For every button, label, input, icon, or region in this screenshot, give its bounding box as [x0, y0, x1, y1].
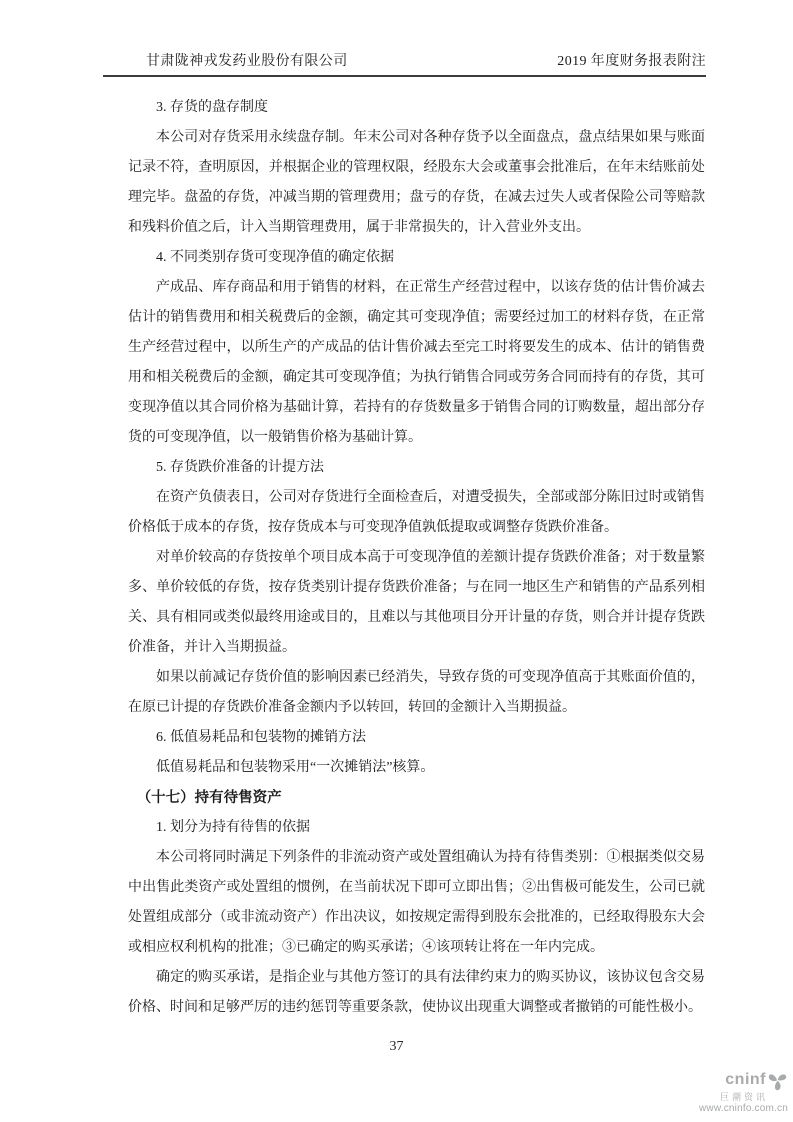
doc-paragraph: 产成品、库存商品和用于销售的材料，在正常生产经营过程中，以该存货的估计售价减去估计的销售费用和相关税费后的金额，确定其可变现净值；需要经过加工的材料存货，在正常生产经营过程中，以所生产的产成品的估计售价减去至完工时将要发生的成本、估计的销售费用和相关税费后的金额，确定其可变现净值；为执行销售合同或劳务合同而持有的存货，其可变现净值以其合同价格为基础计算，若持有的存货数量多于销售合同的订购数量，超出部分存货的可变现净值，以一般销售价格为基础计算。 — [128, 280, 705, 445]
company-name: 甘肃陇神戎发药业股份有限公司 — [146, 54, 348, 69]
document-content — [128, 93, 705, 1023]
doc-section-heading: （十七）持有待售资产 — [136, 790, 282, 806]
doc-heading: 3. 存货的盘存制度 — [156, 100, 268, 115]
page-number: 37 — [389, 1039, 404, 1054]
doc-heading: 4. 不同类别存货可变现净值的确定依据 — [156, 250, 394, 265]
pinwheel-icon — [767, 1070, 788, 1091]
logo-caption: 巨潮资讯 — [719, 1092, 768, 1102]
doc-heading: 5. 存货跌价准备的计提方法 — [156, 460, 324, 475]
doc-paragraph: 本公司将同时满足下列条件的非流动资产或处置组确认为持有待售类别：①根据类似交易中出售此类资产或处置组的惯例，在当前状况下即可立即出售；②出售极可能发生，公司已就处置组成部分（或非流动资产）作出决议，如按规定需得到股东会批准的，已经取得股东大会或相应权利机构的批准；③已确定的购买承诺；④该项转让将在一年内完成。 — [128, 850, 705, 955]
cninfo-wordmark: cninf — [725, 1071, 766, 1089]
page-header — [103, 0, 706, 77]
doc-heading: 6. 低值易耗品和包装物的摊销方法 — [156, 730, 366, 745]
logo-row — [699, 1070, 788, 1091]
doc-paragraph: 本公司对存货采用永续盘存制。年末公司对各种存货予以全面盘点，盘点结果如果与账面记录不符，查明原因，并根据企业的管理权限，经股东大会或董事会批准后，在年末结账前处理完毕。盘盈的存货，冲减当期的管理费用；盘亏的存货，在减去过失人或者保险公司等赔款和残料价值之后，计入当期管理费用，属于非常损失的，计入营业外支出。 — [128, 130, 705, 235]
doc-paragraph: 确定的购买承诺，是指企业与其他方签订的具有法律约束力的购买协议，该协议包含交易价格、时间和足够严厉的违约惩罚等重要条款，使协议出现重大调整或者撤销的可能性极小。 — [128, 970, 705, 1015]
doc-paragraph: 在资产负债表日，公司对存货进行全面检查后，对遭受损失，全部或部分陈旧过时或销售价格低于成本的存货，按存货成本与可变现净值孰低提取或调整存货跌价准备。 — [128, 490, 705, 535]
doc-heading: 1. 划分为持有待售的依据 — [156, 820, 310, 835]
logo-url: www.cninfo.com.cn — [699, 1103, 788, 1115]
report-title: 2019 年度财务报表附注 — [557, 54, 706, 69]
doc-paragraph: 如果以前减记存货价值的影响因素已经消失，导致存货的可变现净值高于其账面价值的，在原已计提的存货跌价准备金额内予以转回，转回的金额计入当期损益。 — [128, 670, 705, 715]
cninfo-logo — [699, 1070, 788, 1115]
doc-paragraph: 对单价较高的存货按单个项目成本高于可变现净值的差额计提存货跌价准备；对于数量繁多、单价较低的存货，按存货类别计提存货跌价准备；与在同一地区生产和销售的产品系列相关、具有相同或类似最终用途或目的，且难以与其他项目分开计量的存货，则合并计提存货跌价准备，并计入当期损益。 — [128, 550, 705, 655]
doc-paragraph: 低值易耗品和包装物采用“一次摊销法”核算。 — [156, 760, 435, 775]
